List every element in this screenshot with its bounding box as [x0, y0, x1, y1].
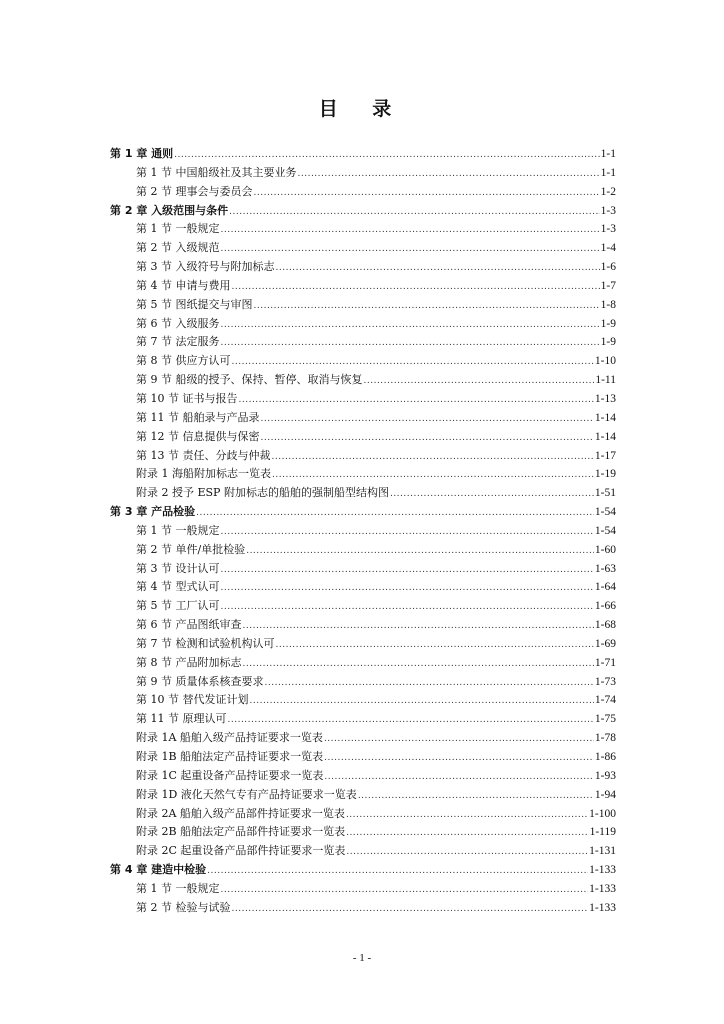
- toc-entry-page: 1-54: [594, 506, 616, 519]
- toc-chapter-entry[interactable]: [110, 202, 616, 221]
- dot-leader: [358, 787, 594, 806]
- toc-section-entry[interactable]: [110, 635, 616, 654]
- dot-leader: [254, 184, 600, 203]
- dot-leader: [265, 674, 594, 693]
- toc-entry-page: 1-9: [600, 317, 616, 330]
- toc-section-entry[interactable]: [110, 333, 616, 352]
- toc-entry-page: 1-13: [594, 392, 616, 405]
- toc-entry-page: 1-63: [594, 562, 616, 575]
- dot-leader: [276, 259, 600, 278]
- toc-entry-label: 第 5 节 工厂认可: [136, 599, 220, 613]
- toc-section-entry[interactable]: [110, 315, 616, 334]
- toc-section-entry[interactable]: [110, 164, 616, 183]
- toc-section-entry[interactable]: [110, 428, 616, 447]
- dot-leader: [221, 561, 594, 580]
- toc-section-entry[interactable]: [110, 823, 616, 842]
- toc-section-entry[interactable]: [110, 447, 616, 466]
- dot-leader: [174, 146, 600, 165]
- toc-entry-page: 1-69: [594, 637, 616, 650]
- dot-leader: [364, 372, 595, 391]
- dot-leader: [324, 749, 594, 768]
- toc-entry-page: 1-2: [600, 185, 616, 198]
- toc-entry-label: 附录 1A 船舶入级产品持证要求一览表: [136, 731, 323, 745]
- dot-leader: [261, 410, 594, 429]
- dot-leader: [221, 316, 600, 335]
- dot-leader: [243, 617, 594, 636]
- toc-entry-label: 第 2 节 单件/单批检验: [136, 542, 246, 556]
- toc-entry-label: 附录 2C 起重设备产品部件持证要求一览表: [136, 844, 346, 858]
- dot-leader: [390, 485, 594, 504]
- toc-entry-page: 1-17: [594, 449, 616, 462]
- toc-entry-page: 1-19: [594, 468, 616, 481]
- toc-entry-page: 1-9: [600, 336, 616, 349]
- toc-entry-label: 第 1 章 通则: [110, 147, 174, 160]
- toc-chapter-entry[interactable]: [110, 503, 616, 522]
- dot-leader: [232, 900, 589, 919]
- dot-leader: [221, 598, 594, 617]
- dot-leader: [276, 636, 594, 655]
- toc-entry-page: 1-3: [600, 204, 616, 217]
- dot-leader: [228, 711, 594, 730]
- toc-entry-label: 第 10 节 证书与报告: [136, 391, 238, 405]
- toc-entry-page: 1-51: [594, 487, 616, 500]
- dot-leader: [221, 881, 589, 900]
- toc-entry-label: 第 3 节 入级符号与附加标志: [136, 260, 275, 274]
- toc-entry-page: 1-1: [600, 148, 616, 160]
- toc-entry-label: 第 4 章 建造中检验: [110, 863, 207, 877]
- toc-section-entry[interactable]: [110, 842, 616, 861]
- dot-leader: [346, 806, 588, 825]
- toc-section-entry[interactable]: [110, 541, 616, 560]
- toc-entry-label: 第 1 节 中国船级社及其主要业务: [136, 165, 297, 179]
- toc-entry-label: 附录 1B 船舶法定产品持证要求一览表: [136, 750, 324, 763]
- toc-entry-page: 1-60: [594, 543, 616, 556]
- toc-entry-label: 附录 2A 船舶入级产品部件持证要求一览表: [136, 806, 345, 820]
- dot-leader: [246, 542, 594, 561]
- toc-entry-page: 1-131: [589, 845, 616, 858]
- toc-entry-label: 第 9 节 船级的授予、保持、暂停、取消与恢复: [136, 373, 363, 387]
- toc-section-entry[interactable]: [110, 880, 616, 899]
- toc-section-entry[interactable]: [110, 616, 616, 635]
- toc-section-entry[interactable]: [110, 691, 616, 710]
- toc-section-entry[interactable]: [110, 673, 616, 692]
- toc-section-entry[interactable]: [110, 371, 616, 390]
- toc-section-entry[interactable]: [110, 578, 616, 597]
- toc-entry-page: 1-94: [594, 788, 616, 801]
- toc-section-entry[interactable]: [110, 484, 616, 503]
- toc-entry-label: 附录 2B 船舶法定产品部件持证要求一览表: [136, 825, 346, 839]
- toc-entry-label: 第 8 节 供应方认可: [136, 354, 231, 368]
- dot-leader: [207, 862, 588, 881]
- table-of-contents: [110, 145, 616, 918]
- dot-leader: [221, 579, 594, 598]
- toc-entry-page: 1-4: [600, 242, 616, 255]
- toc-entry-label: 第 11 节 原理认可: [136, 712, 227, 726]
- toc-entry-page: 1-68: [594, 619, 616, 632]
- dot-leader: [221, 221, 600, 240]
- toc-entry-label: 第 2 节 入级规范: [136, 241, 220, 255]
- toc-section-entry[interactable]: [110, 748, 616, 767]
- dot-leader: [272, 448, 594, 467]
- toc-entry-label: 第 6 节 入级服务: [136, 316, 220, 330]
- toc-section-entry[interactable]: [110, 352, 616, 371]
- dot-leader: [196, 504, 594, 523]
- toc-entry-page: 1-74: [594, 694, 616, 707]
- toc-entry-label: 第 3 节 设计认可: [136, 561, 220, 575]
- toc-section-entry[interactable]: [110, 258, 616, 277]
- toc-entry-label: 附录 1C 起重设备产品持证要求一览表: [136, 768, 324, 782]
- toc-section-entry[interactable]: [110, 277, 616, 296]
- toc-entry-page: 1-7: [600, 279, 616, 292]
- toc-section-entry[interactable]: [110, 786, 616, 805]
- toc-entry-label: 第 7 节 法定服务: [136, 335, 220, 349]
- toc-entry-label: 第 3 章 产品检验: [110, 505, 196, 519]
- dot-leader: [221, 240, 600, 259]
- toc-entry-label: 第 1 节 一般规定: [136, 222, 220, 236]
- toc-entry-label: 第 10 节 替代发证计划: [136, 693, 249, 707]
- toc-section-entry[interactable]: [110, 597, 616, 616]
- toc-entry-label: 第 1 节 一般规定: [136, 881, 220, 895]
- dot-leader: [232, 278, 600, 297]
- toc-entry-label: 第 12 节 信息提供与保密: [136, 429, 260, 443]
- toc-section-entry[interactable]: [110, 183, 616, 202]
- toc-entry-page: 1-54: [594, 524, 616, 537]
- toc-entry-label: 第 7 节 检测和试验机构认可: [136, 636, 275, 650]
- toc-entry-label: 第 1 节 一般规定: [136, 523, 220, 537]
- toc-entry-page: 1-8: [600, 298, 616, 311]
- toc-entry-label: 第 6 节 产品图纸审查: [136, 618, 242, 632]
- toc-entry-page: 1-64: [594, 581, 616, 594]
- toc-entry-page: 1-133: [589, 901, 616, 914]
- dot-leader: [346, 824, 589, 843]
- toc-section-entry[interactable]: [110, 239, 616, 258]
- toc-entry-page: 1-11: [595, 374, 616, 387]
- toc-section-entry[interactable]: [110, 767, 616, 786]
- toc-entry-label: 第 11 节 船舶录与产品录: [136, 410, 260, 424]
- toc-entry-page: 1-133: [589, 864, 616, 877]
- page-title: 目 录: [318, 98, 406, 120]
- toc-entry-page: 1-100: [589, 807, 616, 820]
- toc-section-entry[interactable]: [110, 729, 616, 748]
- toc-entry-label: 第 2 节 检验与试验: [136, 900, 231, 914]
- toc-entry-page: 1-10: [594, 355, 616, 368]
- toc-entry-page: 1-133: [589, 882, 616, 895]
- toc-section-entry[interactable]: [110, 465, 616, 484]
- toc-entry-label: 附录 2 授予 ESP 附加标志的船舶的强制船型结构图: [136, 486, 389, 500]
- toc-entry-page: 1-93: [594, 769, 616, 782]
- toc-entry-label: 第 4 节 申请与费用: [136, 278, 231, 292]
- toc-entry-label: 附录 1 海船附加标志一览表: [136, 467, 271, 481]
- dot-leader: [229, 203, 600, 222]
- toc-entry-label: 附录 1D 液化天然气专有产品持证要求一览表: [136, 787, 357, 801]
- dot-leader: [243, 655, 594, 674]
- dot-leader: [239, 391, 594, 410]
- toc-entry-label: 第 13 节 责任、分歧与仲裁: [136, 448, 271, 462]
- toc-section-entry[interactable]: [110, 296, 616, 315]
- toc-entry-label: 第 9 节 质量体系核查要求: [136, 674, 264, 688]
- toc-entry-page: 1-86: [594, 751, 616, 763]
- toc-entry-page: 1-14: [594, 411, 616, 424]
- dot-leader: [261, 429, 594, 448]
- toc-entry-label: 第 5 节 图纸提交与审图: [136, 297, 253, 311]
- page-number-footer: - 1 -: [352, 952, 372, 964]
- toc-entry-page: 1-78: [594, 732, 616, 745]
- toc-entry-page: 1-3: [600, 223, 616, 236]
- toc-entry-label: 第 4 节 型式认可: [136, 580, 220, 594]
- toc-entry-page: 1-14: [594, 430, 616, 443]
- dot-leader: [272, 466, 594, 485]
- toc-entry-page: 1-73: [594, 675, 616, 688]
- dot-leader: [324, 730, 594, 749]
- dot-leader: [298, 165, 600, 184]
- toc-chapter-entry[interactable]: [110, 145, 616, 164]
- toc-chapter-entry[interactable]: [110, 861, 616, 880]
- dot-leader: [346, 843, 588, 862]
- toc-entry-page: 1-71: [594, 656, 616, 669]
- dot-leader: [221, 523, 594, 542]
- dot-leader: [324, 768, 593, 787]
- toc-section-entry[interactable]: [110, 899, 616, 918]
- dot-leader: [232, 353, 594, 372]
- toc-entry-page: 1-66: [594, 600, 616, 613]
- toc-section-entry[interactable]: [110, 560, 616, 579]
- toc-section-entry[interactable]: [110, 654, 616, 673]
- dot-leader: [221, 334, 600, 353]
- toc-section-entry[interactable]: [110, 409, 616, 428]
- toc-section-entry[interactable]: [110, 390, 616, 409]
- toc-entry-page: 1-75: [594, 713, 616, 726]
- toc-entry-label: 第 2 节 理事会与委员会: [136, 184, 253, 198]
- toc-entry-label: 第 2 章 入级范围与条件: [110, 203, 229, 217]
- toc-entry-label: 第 8 节 产品附加标志: [136, 655, 242, 669]
- toc-section-entry[interactable]: [110, 522, 616, 541]
- toc-entry-page: 1-1: [600, 166, 616, 179]
- dot-leader: [254, 297, 600, 316]
- toc-section-entry[interactable]: [110, 805, 616, 824]
- toc-entry-page: 1-6: [600, 261, 616, 274]
- dot-leader: [250, 692, 594, 711]
- toc-section-entry[interactable]: [110, 710, 616, 729]
- toc-entry-page: 1-119: [589, 826, 616, 839]
- toc-section-entry[interactable]: [110, 220, 616, 239]
